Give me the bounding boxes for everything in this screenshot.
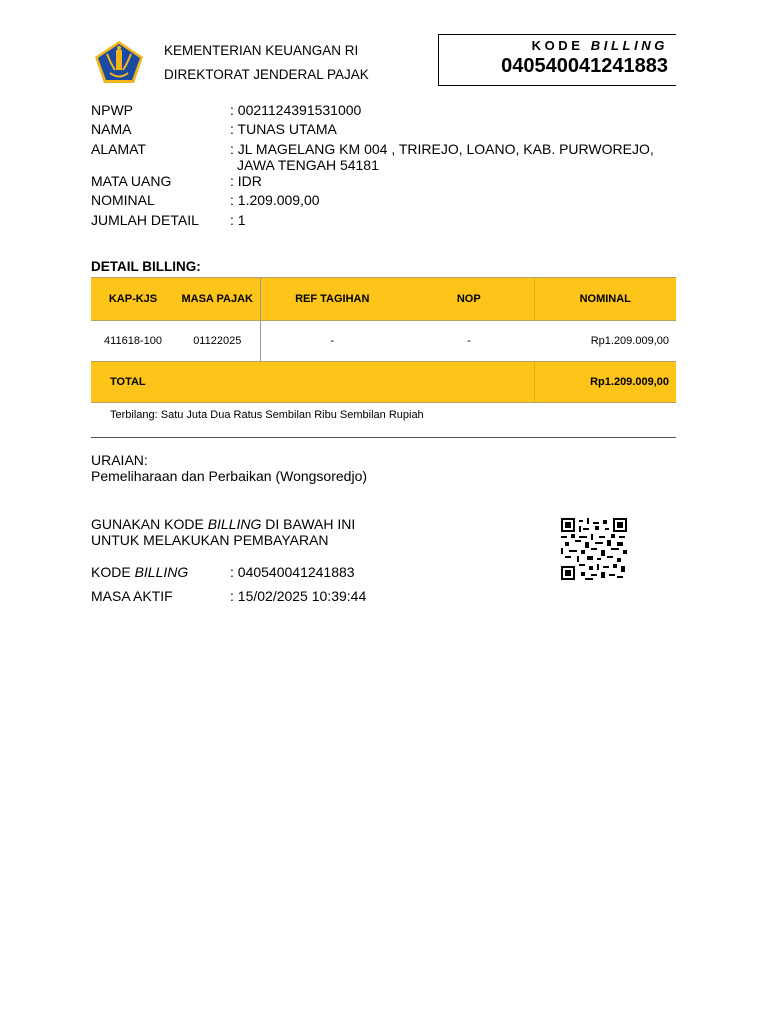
- cell-masa-pajak: 01122025: [175, 321, 260, 362]
- divider: [91, 437, 676, 438]
- detail-billing-title: DETAIL BILLING:: [91, 259, 201, 274]
- col-kap-kjs: KAP-KJS: [91, 278, 175, 321]
- billing-code-label: KODE BILLING: [531, 38, 668, 53]
- total-row: [91, 362, 676, 403]
- col-nominal: NOMINAL: [534, 278, 676, 321]
- billing-code-value: 040540041241883: [501, 55, 668, 77]
- terbilang-text: Terbilang: Satu Juta Dua Ratus Sembilan Ribu Sembilan Rupiah: [110, 409, 424, 421]
- cell-ref-tagihan: -: [330, 335, 335, 347]
- uraian-text: Pemeliharaan dan Perbaikan (Wongsoredjo): [91, 468, 368, 484]
- djp-logo-icon: [94, 40, 144, 84]
- total-label: TOTAL: [91, 362, 534, 403]
- col-masa-pajak: MASA PAJAK: [175, 278, 260, 321]
- instruction-line-2: UNTUK MELAKUKAN PEMBAYARAN: [91, 532, 329, 548]
- detail-billing-table: [91, 277, 676, 403]
- qr-code-icon: [561, 518, 627, 580]
- cell-kap-kjs: 411618-100: [104, 335, 162, 347]
- billing-code-box: [438, 34, 676, 86]
- col-ref-tagihan: REF TAGIHAN: [260, 278, 404, 321]
- total-value: Rp1.209.009,00: [534, 362, 676, 403]
- ministry-name: KEMENTERIAN KEUANGAN RI: [164, 43, 359, 58]
- cell-nop: -: [467, 335, 471, 347]
- col-nop: NOP: [404, 278, 534, 321]
- instruction-line-1: GUNAKAN KODE BILLING DI BAWAH INI: [91, 516, 356, 532]
- cell-nominal: Rp1.209.009,00: [590, 335, 669, 347]
- table-row: [91, 321, 676, 362]
- uraian-label: URAIAN:: [91, 452, 148, 468]
- directorate-name: DIREKTORAT JENDERAL PAJAK: [164, 67, 369, 82]
- table-header-row: [91, 278, 676, 321]
